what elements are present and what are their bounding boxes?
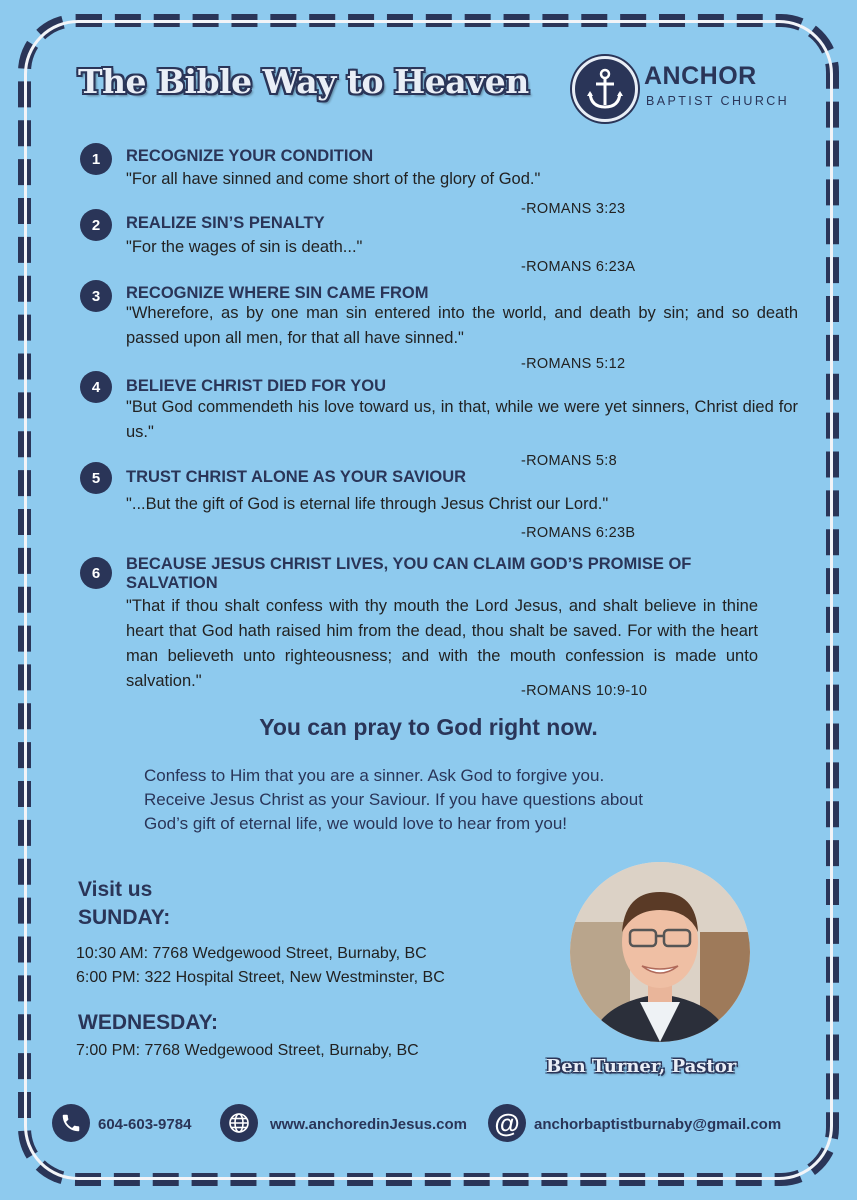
pastor-photo: [570, 862, 750, 1042]
step-heading: BECAUSE JESUS CHRIST LIVES, YOU CAN CLAIM GOD’S PROMISE OF SALVATION: [126, 555, 692, 592]
website-link[interactable]: www.anchoredinJesus.com: [270, 1116, 467, 1133]
step-verse: "For all have sinned and come short of the glory of God.": [126, 170, 541, 188]
step-reference: -ROMANS 6:23A: [521, 259, 636, 275]
pastor-caption: Ben Turner, Pastor: [546, 1056, 737, 1077]
step-verse: "For the wages of sin is death...": [126, 238, 363, 256]
pray-line: God’s gift of eternal life, we would love to hear from you!: [144, 814, 568, 833]
pray-line: Confess to Him that you are a sinner. Ask God to forgive you.: [144, 766, 605, 785]
step-reference: -ROMANS 6:23B: [521, 525, 636, 541]
step-number: 3: [80, 280, 112, 312]
pray-line: Receive Jesus Christ as your Saviour. If you have questions about: [144, 790, 643, 809]
step-reference: -ROMANS 10:9-10: [521, 683, 648, 699]
step-heading: REALIZE SIN’S PENALTY: [126, 214, 325, 232]
sunday-label: SUNDAY:: [78, 906, 171, 929]
phone-icon: [52, 1104, 90, 1142]
step-verse: "But God commendeth his love toward us, in that, while we were yet sinners, Christ died for us.": [126, 398, 798, 441]
step-heading: TRUST CHRIST ALONE AS YOUR SAVIOUR: [126, 468, 467, 486]
service-time: 10:30 AM: 7768 Wedgewood Street, Burnaby, BC: [76, 945, 427, 962]
step-reference: -ROMANS 5:12: [521, 356, 626, 372]
wednesday-label: WEDNESDAY:: [78, 1011, 219, 1034]
pray-title: You can pray to God right now.: [259, 714, 598, 740]
phone-number[interactable]: 604-603-9784: [98, 1116, 192, 1133]
step-verse: "That if thou shalt confess with thy mouth the Lord Jesus, and shalt believe in thine heart that God hath raised him from the dead, thou shalt be saved. For with the heart man believeth unto righteousness; and with the mouth confession is made unto salvation.": [126, 597, 758, 690]
step-number: 6: [80, 557, 112, 589]
globe-icon: [220, 1104, 258, 1142]
church-logo: [572, 56, 804, 118]
step-heading: RECOGNIZE WHERE SIN CAME FROM: [126, 284, 429, 302]
step-number: 2: [80, 209, 112, 241]
pray-message: [144, 764, 744, 836]
step-reference: -ROMANS 3:23: [521, 201, 626, 217]
step-number: 5: [80, 462, 112, 494]
step-verse: "Wherefore, as by one man sin entered into the world, and death by sin; and so death passed upon all men, for that all have sinned.": [126, 304, 798, 347]
step-number: 4: [80, 371, 112, 403]
step-number: 1: [80, 143, 112, 175]
at-sign-icon: @: [488, 1104, 526, 1142]
logo-subtitle: BAPTIST CHURCH: [646, 94, 790, 108]
service-time: 6:00 PM: 322 Hospital Street, New Westminster, BC: [76, 969, 445, 986]
step-heading: BELIEVE CHRIST DIED FOR YOU: [126, 377, 387, 395]
service-time: 7:00 PM: 7768 Wedgewood Street, Burnaby, BC: [76, 1042, 419, 1059]
step-verse: "...But the gift of God is eternal life through Jesus Christ our Lord.": [126, 495, 609, 513]
step-reference: -ROMANS 5:8: [521, 453, 617, 469]
visit-heading: Visit us: [78, 878, 153, 901]
anchor-icon: [572, 56, 638, 122]
step-heading: RECOGNIZE YOUR CONDITION: [126, 147, 374, 165]
logo-name: ANCHOR: [644, 62, 757, 90]
page-title: The Bible Way to Heaven: [78, 62, 529, 101]
email-link[interactable]: anchorbaptistburnaby@gmail.com: [534, 1116, 782, 1133]
